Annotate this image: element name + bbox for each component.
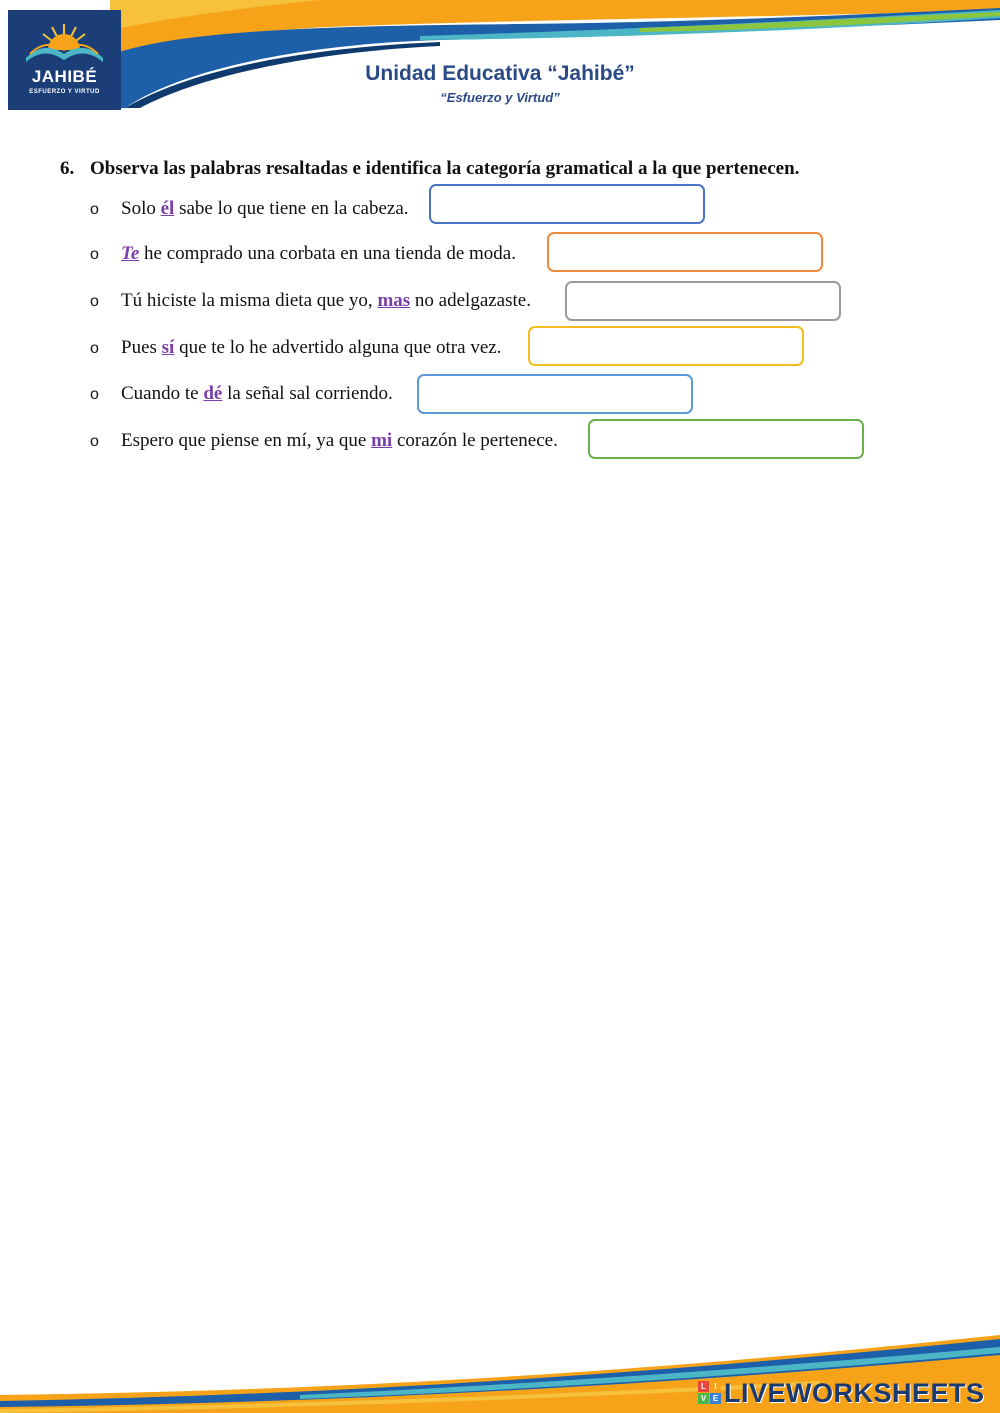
item-text-before: Solo: [121, 198, 161, 219]
highlighted-word: dé: [203, 383, 223, 404]
item-text-after: sabe lo que tiene en la cabeza.: [174, 198, 409, 219]
badge-letter: I: [710, 1381, 721, 1392]
highlighted-word: Te: [121, 243, 140, 264]
bullet-icon: o: [90, 433, 99, 450]
bullet-icon: o: [90, 386, 99, 403]
badge-letter: V: [698, 1393, 709, 1404]
logo-name: JAHIBÉ: [31, 67, 98, 86]
school-logo: [8, 10, 121, 110]
highlighted-word: mi: [371, 430, 393, 451]
item-text-after: la señal sal corriendo.: [222, 383, 393, 404]
answer-input-1[interactable]: [429, 184, 705, 224]
answer-input-6[interactable]: [588, 419, 864, 459]
bullet-icon: o: [90, 293, 99, 310]
sunrise-book-icon: [8, 10, 121, 70]
logo-motto: ESFUERZO Y VIRTUD: [29, 89, 100, 95]
highlighted-word: él: [160, 198, 175, 219]
item-text-before: Pues: [121, 337, 162, 358]
list-item: [90, 197, 409, 222]
bullet-icon: o: [90, 340, 99, 357]
list-item: [90, 382, 393, 407]
highlighted-word: mas: [377, 290, 411, 311]
liveworksheets-logo-icon: [698, 1381, 722, 1405]
badge-letter: L: [698, 1381, 709, 1392]
list-item: [90, 429, 558, 454]
item-text-before: Cuando te: [121, 383, 204, 404]
list-item: [90, 242, 516, 267]
liveworksheets-brand: LIVEWORKSHEETS: [724, 1378, 985, 1408]
question-number: 6.: [60, 158, 75, 179]
answer-input-4[interactable]: [528, 326, 804, 366]
item-text-after: no adelgazaste.: [410, 290, 531, 311]
question-heading: [60, 158, 799, 180]
bullet-icon: o: [90, 201, 99, 218]
answer-input-5[interactable]: [417, 374, 693, 414]
list-item: [90, 336, 501, 361]
item-text-before: Espero que piense en mí, ya que: [121, 430, 372, 451]
school-title: Unidad Educativa “Jahibé”: [365, 62, 635, 85]
question-text: Observa las palabras resaltadas e identifica la categoría gramatical a la que pertenecen.: [90, 158, 800, 179]
badge-letter: E: [710, 1393, 721, 1404]
answer-input-3[interactable]: [565, 281, 841, 321]
item-text-after: he comprado una corbata en una tienda de moda.: [139, 243, 516, 264]
item-text-after: corazón le pertenece.: [392, 430, 558, 451]
item-text-before: Tú hiciste la misma dieta que yo,: [121, 290, 378, 311]
highlighted-word: sí: [161, 337, 175, 358]
item-text-after: que te lo he advertido alguna que otra vez.: [174, 337, 502, 358]
school-motto: “Esfuerzo y Virtud”: [440, 90, 560, 105]
bullet-icon: o: [90, 246, 99, 263]
answer-input-2[interactable]: [547, 232, 823, 272]
list-item: [90, 289, 531, 314]
